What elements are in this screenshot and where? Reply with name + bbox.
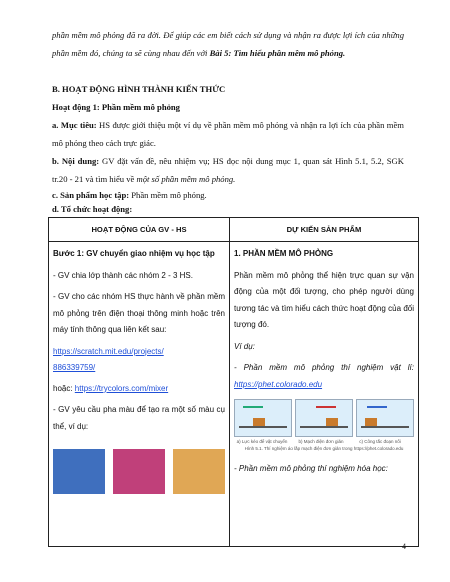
scratch-link[interactable] xyxy=(53,344,225,377)
sim-caption-a: a) Lực kéo để vật chuyển xyxy=(236,439,288,444)
aim-a xyxy=(52,116,404,152)
right-p1: Phần mềm mô phỏng thể hiện trực quan sự vận động của một đối tượng, cho phép người dùng tương tác và tìm hiểu cách thức hoạt động của đối tượng đó. xyxy=(234,270,414,329)
color-swatches xyxy=(53,449,225,494)
sim-captions xyxy=(234,439,414,445)
left-p2: - GV cho các nhóm HS thực hành về phần mềm mô phỏng trên điện thoại thông minh hoặc trên máy tính thông qua liên kết sau: xyxy=(53,292,225,334)
aim-c-label: c. Sản phẩm học tập: xyxy=(52,190,130,200)
sim-caption-b: b) Mạch điện đơn giản xyxy=(298,439,344,444)
physics-text: - Phần mềm mô phỏng thí nghiệm vật lí: xyxy=(234,363,414,372)
section-heading: B. HOẠT ĐỘNG HÌNH THÀNH KIẾN THỨC xyxy=(52,84,226,94)
aim-c-text: Phần mềm mô phỏng. xyxy=(129,190,207,200)
activity-heading: Hoạt động 1: Phần mềm mô phỏng xyxy=(52,102,180,112)
sim-image-a xyxy=(234,399,292,437)
header-expected-product: DỰ KIẾN SẢN PHẨM xyxy=(230,218,419,242)
blue-swatch xyxy=(53,449,105,494)
aim-a-label: a. Mục tiêu: xyxy=(52,120,97,130)
right-heading: 1. PHẦN MỀM MÔ PHỎNG xyxy=(234,249,334,258)
example-label: Ví dụ: xyxy=(234,341,255,351)
sim-image-b xyxy=(295,399,353,437)
physics-line xyxy=(234,360,414,393)
activity-table xyxy=(48,217,419,547)
right-cell xyxy=(230,242,419,547)
trycolors-link[interactable]: https://trycolors.com/mixer xyxy=(74,383,169,393)
simulation-figure xyxy=(234,399,414,437)
intro-text: phần mềm mô phỏng đã ra đời. Để giúp các em biết cách sử dụng và nhận ra được lợi ích của những phần mềm đó, chúng ta sẽ cùng nhau đến với xyxy=(52,30,404,58)
trycolors-line xyxy=(53,381,225,398)
chemistry-line: - Phần mềm mô phỏng thí nghiệm hóa học: xyxy=(234,464,388,473)
table-header-row xyxy=(49,218,419,242)
page-number: 4 xyxy=(402,542,406,551)
sim-image-c xyxy=(356,399,414,437)
sim-caption-c: c) Công tắc đoạn nối xyxy=(359,439,401,444)
aim-d-label: d. Tổ chức hoạt động: xyxy=(52,204,133,214)
figure-caption: Hình 5.1. Thí nghiệm áo lắp mạch điện đơn giản trong https://phet.colorado.edu xyxy=(244,446,404,451)
magenta-swatch xyxy=(113,449,165,494)
scratch-link-b[interactable]: 886339759/ xyxy=(53,363,96,372)
or-text: hoặc: xyxy=(53,383,75,393)
header-teacher-student: HOẠT ĐỘNG CỦA GV - HS xyxy=(49,218,230,242)
scratch-link-a[interactable]: https://scratch.mit.edu/projects/ xyxy=(53,346,164,356)
intro-paragraph xyxy=(52,26,404,62)
left-p1: - GV chia lớp thành các nhóm 2 - 3 HS. xyxy=(53,270,193,280)
phet-link[interactable]: https://phet.colorado.edu xyxy=(234,379,323,389)
aim-b xyxy=(52,152,404,188)
aim-b-italic: một số phần mềm mô phỏng. xyxy=(136,174,236,184)
left-cell xyxy=(49,242,230,547)
left-p3: - GV yêu cầu pha màu để tạo ra một số màu cụ thể, ví dụ: xyxy=(53,405,225,431)
aim-b-label: b. Nội dung: xyxy=(52,156,100,166)
aim-a-text: HS được giới thiệu một ví dụ về phần mềm mô phỏng và nhận ra lợi ích của phần mềm mô phỏng theo cách trực giác. xyxy=(52,120,404,148)
step-1-heading: Bước 1: GV chuyển giao nhiệm vụ học tập xyxy=(53,249,215,258)
lesson-title: Bài 5: Tìm hiểu phần mềm mô phỏng. xyxy=(209,48,346,58)
table-row xyxy=(49,242,419,547)
aim-b-text: GV đặt vấn đề, nêu nhiệm vụ; HS đọc nội dung mục 1, quan sát Hình 5.1, 5.2, SGK tr.20 - 21 và tìm hiểu về xyxy=(52,156,404,184)
orange-swatch xyxy=(173,449,225,494)
